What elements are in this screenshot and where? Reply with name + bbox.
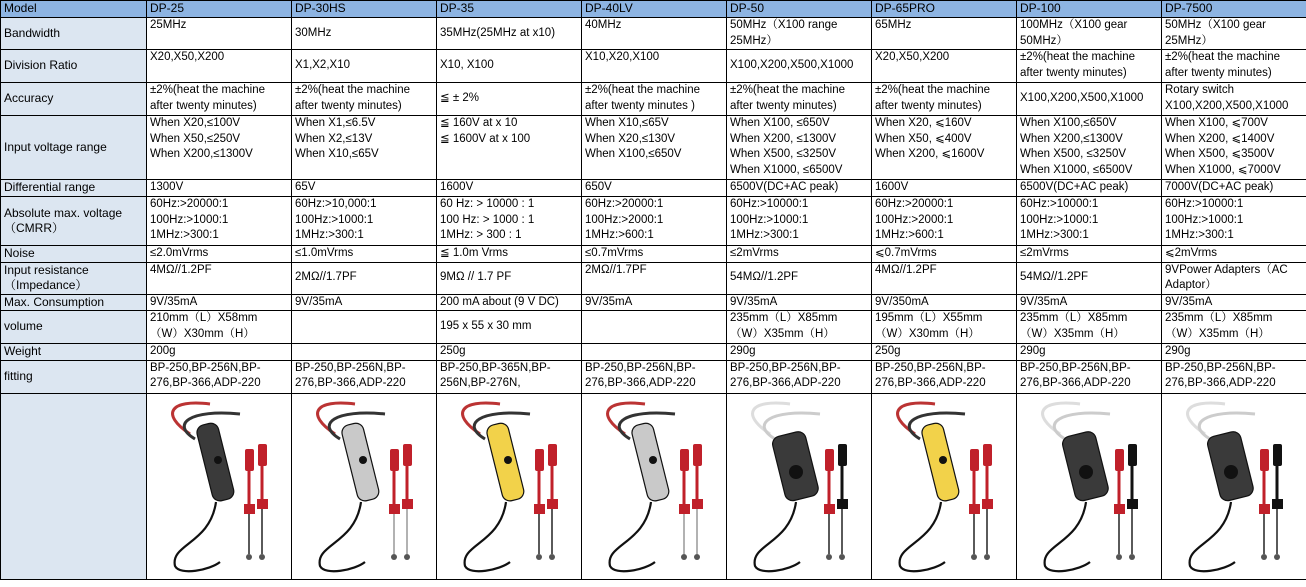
volume-cell: 235mm（L）X85mm （W）X35mm（H） <box>1162 311 1306 344</box>
abs-max-cell: 60Hz:>10,000:1 100Hz:>1000:1 1MHz:>300:1 <box>292 197 437 246</box>
ratio-cell: X20,X50,X200 <box>872 50 1017 83</box>
accuracy-cell: Rotary switch X100,X200,X500,X1000 <box>1162 83 1306 116</box>
noise-cell: ≤2mVrms <box>1017 246 1162 263</box>
diff-range-cell: 6500V(DC+AC peak) <box>1017 180 1162 197</box>
weight-cell <box>292 344 437 361</box>
input-voltage-cell: When X10,≤65V When X20,≤130V When X100,≤650V <box>582 116 727 180</box>
fitting-cell: BP-250,BP-256N,BP-276,BP-366,ADP-220 <box>582 360 727 393</box>
ratio-cell: X100,X200,X500,X1000 <box>727 50 872 83</box>
volume-cell: 195 x 55 x 30 mm <box>437 311 582 344</box>
label-volume: volume <box>1 311 147 344</box>
diff-range-cell: 7000V(DC+AC peak) <box>1162 180 1306 197</box>
row-weight <box>1 344 1306 361</box>
diff-range-cell: 6500V(DC+AC peak) <box>727 180 872 197</box>
differential-probe-icon <box>585 394 727 578</box>
model-name: DP-100 <box>1017 1 1162 18</box>
input-voltage-cell: When X1,≤6.5V When X2,≤13V When X10,≤65V <box>292 116 437 180</box>
max-cons-cell: 9V/350mA <box>872 294 1017 311</box>
input-res-cell: 9VPower Adapters（AC Adaptor） <box>1162 262 1306 294</box>
probe-image-cell <box>292 393 437 579</box>
probe-image-cell <box>1162 393 1306 579</box>
bandwidth-cell: 30MHz <box>292 18 437 50</box>
row-input-res <box>1 262 1306 294</box>
volume-cell: 195mm（L）X55mm （W）X30mm（H） <box>872 311 1017 344</box>
row-images <box>1 393 1306 579</box>
model-name: DP-30HS <box>292 1 437 18</box>
row-accuracy <box>1 83 1306 116</box>
fitting-cell: BP-250,BP-256N,BP-276,BP-366,ADP-220 <box>1017 360 1162 393</box>
differential-probe-icon <box>1165 394 1306 578</box>
abs-max-cell: 60Hz:>10000:1 100Hz:>1000:1 1MHz:>300:1 <box>1017 197 1162 246</box>
noise-cell: ≤2mVrms <box>727 246 872 263</box>
weight-cell: 200g <box>147 344 292 361</box>
model-name: DP-65PRO <box>872 1 1017 18</box>
bandwidth-cell: 100MHz（X100 gear 50MHz） <box>1017 18 1162 50</box>
ratio-cell: X1,X2,X10 <box>292 50 437 83</box>
max-cons-cell: 9V/35mA <box>727 294 872 311</box>
abs-max-cell: 60 Hz: > 10000 : 1 100 Hz: > 1000 : 1 1MHz: > 300 : 1 <box>437 197 582 246</box>
fitting-cell: BP-250,BP-365N,BP-256N,BP-276N, <box>437 360 582 393</box>
label-ratio: Division Ratio <box>1 50 147 83</box>
label-weight: Weight <box>1 344 147 361</box>
fitting-cell: BP-250,BP-256N,BP-276,BP-366,ADP-220 <box>727 360 872 393</box>
fitting-cell: BP-250,BP-256N,BP-276,BP-366,ADP-220 <box>1162 360 1306 393</box>
label-noise: Noise <box>1 246 147 263</box>
input-res-cell: 4MΩ//1.2PF <box>147 262 292 294</box>
label-max-cons: Max. Consumption <box>1 294 147 311</box>
max-cons-cell: 9V/35mA <box>1017 294 1162 311</box>
abs-max-cell: 60Hz:>10000:1 100Hz:>1000:1 1MHz:>300:1 <box>1162 197 1306 246</box>
probe-image-cell <box>437 393 582 579</box>
abs-max-cell: 60Hz:>20000:1 100Hz:>2000:1 1MHz:>600:1 <box>872 197 1017 246</box>
fitting-cell: BP-250,BP-256N,BP-276,BP-366,ADP-220 <box>147 360 292 393</box>
row-max-cons <box>1 294 1306 311</box>
probe-image-cell <box>1017 393 1162 579</box>
fitting-cell: BP-250,BP-256N,BP-276,BP-366,ADP-220 <box>292 360 437 393</box>
abs-max-cell: 60Hz:>20000:1 100Hz:>2000:1 1MHz:>600:1 <box>582 197 727 246</box>
diff-range-cell: 65V <box>292 180 437 197</box>
row-bandwidth <box>1 18 1306 50</box>
label-abs-max: Absolute max. voltage （CMRR） <box>1 197 147 246</box>
row-diff-range <box>1 180 1306 197</box>
ratio-cell: X20,X50,X200 <box>147 50 292 83</box>
label-fitting: fitting <box>1 360 147 393</box>
bandwidth-cell: 50MHz（X100 range 25MHz） <box>727 18 872 50</box>
volume-cell: 210mm（L）X58mm （W）X30mm（H） <box>147 311 292 344</box>
probe-image-cell <box>727 393 872 579</box>
accuracy-cell: ±2%(heat the machine after twenty minutes ) <box>582 83 727 116</box>
ratio-cell: ±2%(heat the machine after twenty minutes) <box>1017 50 1162 83</box>
bandwidth-cell: 65MHz <box>872 18 1017 50</box>
max-cons-cell: 9V/35mA <box>582 294 727 311</box>
probe-image-cell <box>582 393 727 579</box>
bandwidth-cell: 35MHz(25MHz at x10) <box>437 18 582 50</box>
accuracy-cell: ±2%(heat the machine after twenty minutes) <box>147 83 292 116</box>
diff-range-cell: 650V <box>582 180 727 197</box>
noise-cell: ⩽2mVrms <box>1162 246 1306 263</box>
differential-probe-icon <box>440 394 582 578</box>
weight-cell: 250g <box>437 344 582 361</box>
input-voltage-cell: When X20, ⩽160V When X50, ⩽400V When X200, ⩽1600V <box>872 116 1017 180</box>
label-image-empty <box>1 393 147 579</box>
row-fitting <box>1 360 1306 393</box>
weight-cell: 290g <box>1017 344 1162 361</box>
accuracy-cell: ±2%(heat the machine after twenty minutes) <box>292 83 437 116</box>
model-name: DP-7500 <box>1162 1 1306 18</box>
row-abs-max <box>1 197 1306 246</box>
max-cons-cell: 9V/35mA <box>147 294 292 311</box>
label-diff-range: Differential range <box>1 180 147 197</box>
weight-cell: 290g <box>727 344 872 361</box>
max-cons-cell: 200 mA about (9 V DC) <box>437 294 582 311</box>
max-cons-cell: 9V/35mA <box>292 294 437 311</box>
label-bandwidth: Bandwidth <box>1 18 147 50</box>
model-name: DP-40LV <box>582 1 727 18</box>
row-ratio <box>1 50 1306 83</box>
row-input-voltage <box>1 116 1306 180</box>
bandwidth-cell: 25MHz <box>147 18 292 50</box>
label-input-res: Input resistance （Impedance） <box>1 262 147 294</box>
input-res-cell: 54MΩ//1.2PF <box>727 262 872 294</box>
abs-max-cell: 60Hz:>10000:1 100Hz:>1000:1 1MHz:>300:1 <box>727 197 872 246</box>
ratio-cell: ±2%(heat the machine after twenty minutes) <box>1162 50 1306 83</box>
input-res-cell: 4MΩ//1.2PF <box>872 262 1017 294</box>
differential-probe-icon <box>730 394 872 578</box>
volume-cell: 235mm（L）X85mm （W）X35mm（H） <box>1017 311 1162 344</box>
differential-probe-icon <box>295 394 437 578</box>
accuracy-cell: ±2%(heat the machine after twenty minutes) <box>872 83 1017 116</box>
probe-image-cell <box>147 393 292 579</box>
probe-image-cell <box>872 393 1017 579</box>
input-voltage-cell: ≦ 160V at x 10 ≦ 1600V at x 100 <box>437 116 582 180</box>
abs-max-cell: 60Hz:>20000:1 100Hz:>1000:1 1MHz:>300:1 <box>147 197 292 246</box>
row-volume <box>1 311 1306 344</box>
row-noise <box>1 246 1306 263</box>
row-model <box>1 1 1306 18</box>
input-voltage-cell: When X100,≤650V When X200,≤1300V When X500, ≤3250V When X1000, ≤6500V <box>1017 116 1162 180</box>
diff-range-cell: 1300V <box>147 180 292 197</box>
weight-cell: 290g <box>1162 344 1306 361</box>
noise-cell: ≦ 1.0m Vrms <box>437 246 582 263</box>
noise-cell: ⩽0.7mVrms <box>872 246 1017 263</box>
noise-cell: ≤0.7mVrms <box>582 246 727 263</box>
fitting-cell: BP-250,BP-256N,BP-276,BP-366,ADP-220 <box>872 360 1017 393</box>
volume-cell <box>582 311 727 344</box>
noise-cell: ≤2.0mVrms <box>147 246 292 263</box>
input-res-cell: 54MΩ//1.2PF <box>1017 262 1162 294</box>
differential-probe-icon <box>150 394 292 578</box>
ratio-cell: X10,X20,X100 <box>582 50 727 83</box>
input-res-cell: 9MΩ // 1.7 PF <box>437 262 582 294</box>
input-voltage-cell: When X100, ⩽700V When X200, ⩽1400V When X500, ⩽3500V When X1000, ⩽7000V <box>1162 116 1306 180</box>
differential-probe-icon <box>1020 394 1162 578</box>
input-res-cell: 2MΩ//1.7PF <box>292 262 437 294</box>
max-cons-cell: 9V/35mA <box>1162 294 1306 311</box>
accuracy-cell: ±2%(heat the machine after twenty minutes) <box>727 83 872 116</box>
diff-range-cell: 1600V <box>437 180 582 197</box>
weight-cell <box>582 344 727 361</box>
input-voltage-cell: When X100, ≤650V When X200, ≤1300V When X500, ≤3250V When X1000, ≤6500V <box>727 116 872 180</box>
volume-cell: 235mm（L）X85mm （W）X35mm（H） <box>727 311 872 344</box>
diff-range-cell: 1600V <box>872 180 1017 197</box>
accuracy-cell: ≦ ± 2% <box>437 83 582 116</box>
differential-probe-icon <box>875 394 1017 578</box>
bandwidth-cell: 40MHz <box>582 18 727 50</box>
bandwidth-cell: 50MHz（X100 gear 25MHz） <box>1162 18 1306 50</box>
accuracy-cell: X100,X200,X500,X1000 <box>1017 83 1162 116</box>
label-model: Model <box>1 1 147 18</box>
ratio-cell: X10, X100 <box>437 50 582 83</box>
model-name: DP-50 <box>727 1 872 18</box>
input-voltage-cell: When X20,≤100V When X50,≤250V When X200,≤1300V <box>147 116 292 180</box>
input-res-cell: 2MΩ//1.7PF <box>582 262 727 294</box>
model-name: DP-25 <box>147 1 292 18</box>
noise-cell: ≤1.0mVrms <box>292 246 437 263</box>
weight-cell: 250g <box>872 344 1017 361</box>
label-accuracy: Accuracy <box>1 83 147 116</box>
volume-cell <box>292 311 437 344</box>
label-input-voltage: Input voltage range <box>1 116 147 180</box>
model-name: DP-35 <box>437 1 582 18</box>
